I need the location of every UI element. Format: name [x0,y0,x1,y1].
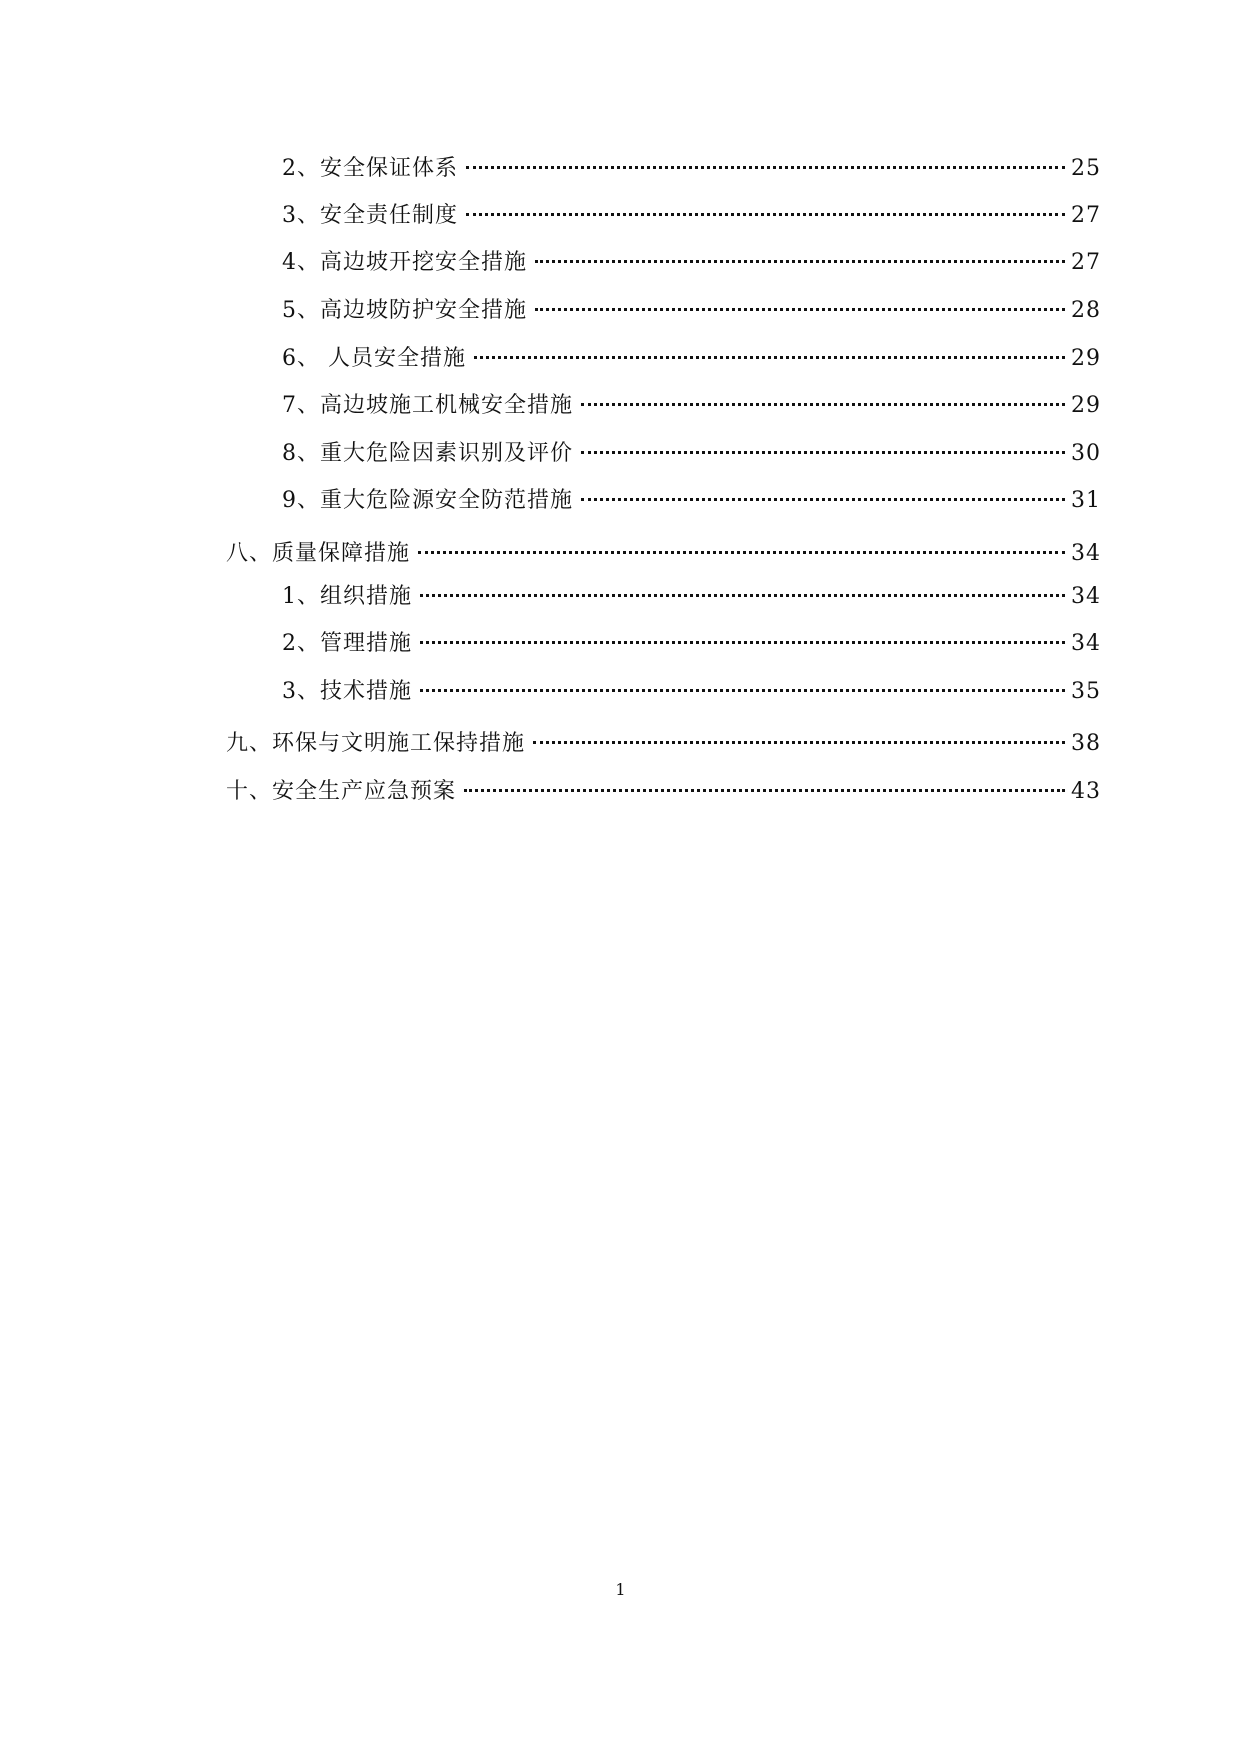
toc-entry-page: 28 [1071,298,1101,323]
toc-dot-leader [535,260,1065,263]
toc-entry-label: 4、高边坡开挖安全措施 [282,250,527,275]
toc-entry-label: 1、组织措施 [282,584,412,609]
toc-entry [282,677,1101,707]
toc-dot-leader [420,594,1065,597]
toc-entry-page: 34 [1071,584,1101,609]
toc-entry-page: 25 [1071,156,1101,181]
toc-entry-label: 3、技术措施 [282,679,412,704]
toc-entry-page: 31 [1071,488,1101,513]
toc-entry-page: 43 [1071,779,1101,804]
toc-dot-leader [581,451,1065,454]
toc-entry-page: 27 [1071,250,1101,275]
page-number: 1 [615,1580,626,1599]
toc-entry-label: 十、安全生产应急预案 [226,779,457,804]
toc-entry-page: 29 [1071,346,1101,371]
toc-dot-leader [420,641,1065,644]
toc-dot-leader [464,789,1065,792]
toc-entry-page: 35 [1071,679,1101,704]
toc-entry-label: 3、安全责任制度 [282,203,458,228]
toc-entry-label: 6、 人员安全措施 [282,346,466,371]
toc-entry-label: 5、高边坡防护安全措施 [282,298,527,323]
toc-entry [226,777,1101,807]
toc-entry-label: 2、安全保证体系 [282,156,458,181]
toc-entry [282,391,1101,421]
toc-dot-leader [581,498,1065,501]
toc-entry-label: 9、重大危险源安全防范措施 [282,488,573,513]
toc-entry [282,439,1101,469]
toc-entry-label: 九、环保与文明施工保持措施 [226,731,526,756]
toc-entry [226,729,1101,759]
toc-dot-leader [533,741,1065,744]
toc-dot-leader [581,403,1065,406]
toc-entry-label: 8、重大危险因素识别及评价 [282,441,573,466]
toc-dot-leader [474,356,1065,359]
toc-entry [282,344,1101,374]
toc-entry [282,296,1101,326]
toc-entry [226,539,1101,569]
toc-dot-leader [418,551,1065,554]
toc-entry-page: 34 [1071,541,1101,566]
toc-dot-leader [466,213,1065,216]
toc-dot-leader [466,166,1065,169]
toc-entry [282,629,1101,659]
toc-entry [282,582,1101,612]
toc-entry-label: 八、质量保障措施 [226,541,411,566]
toc-entry-page: 38 [1071,731,1101,756]
toc-entry [282,486,1101,516]
toc-entry-label: 2、管理措施 [282,631,412,656]
toc-entry-page: 29 [1071,393,1101,418]
toc-entry-page: 34 [1071,631,1101,656]
toc-dot-leader [420,689,1065,692]
toc-entry-label: 7、高边坡施工机械安全措施 [282,393,573,418]
toc-entry [282,248,1101,278]
toc-entry [282,154,1101,184]
toc-entry [282,201,1101,231]
toc-entry-page: 30 [1071,441,1101,466]
toc-dot-leader [535,308,1065,311]
toc-entry-page: 27 [1071,203,1101,228]
